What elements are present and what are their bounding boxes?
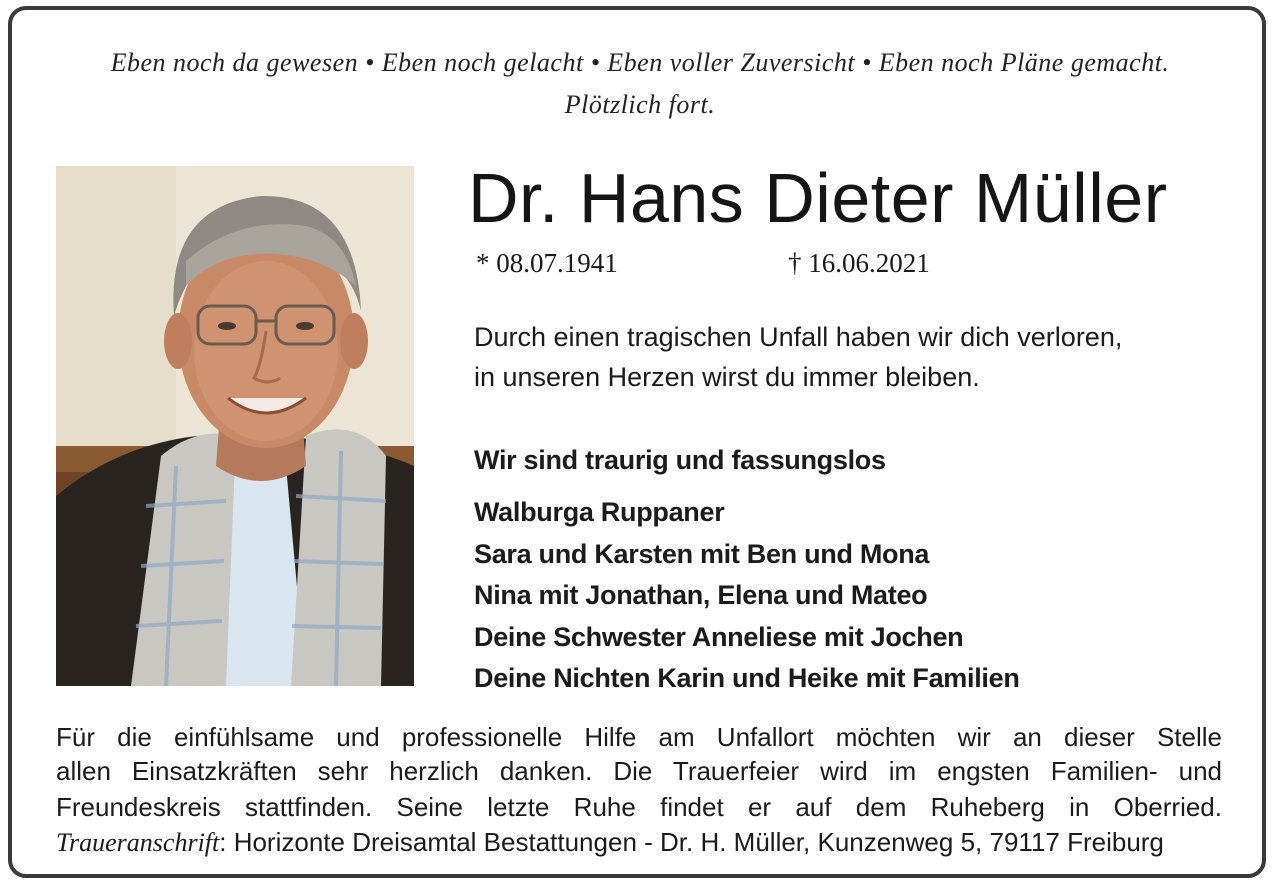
mourner-name: Nina mit Jonathan, Elena und Mateo (474, 580, 928, 610)
footer-line-1: Für die einfühlsame und professionelle Hilfe am Unfallort möchten wir an dieser Stelle (56, 722, 1222, 752)
footer-line-3: Freundeskreis stattfinden. Seine letzte Ruhe findet er auf dem Ruheberg in Oberried. (56, 792, 1222, 822)
deceased-name: Dr. Hans Dieter Müller (468, 159, 1168, 237)
footer-line-2: allen Einsatzkräften sehr herzlich danken. Die Trauerfeier wird im engsten Familien- und (56, 756, 1222, 786)
mourner-name: Deine Nichten Karin und Heike mit Familien (474, 663, 1020, 693)
portrait-illustration (56, 166, 414, 686)
footer-address (56, 827, 1222, 858)
portrait-photo (56, 166, 414, 686)
mourner-name: Walburga Ruppaner (474, 497, 725, 527)
death-date: † 16.06.2021 (788, 248, 930, 278)
address-text: : Horizonte Dreisamtal Bestattungen - Dr. H. Müller, Kunzenweg 5, 79117 Freiburg (219, 827, 1164, 857)
mourner-name: Sara und Karsten mit Ben und Mona (474, 538, 930, 569)
poem-line-1: Eben noch da gewesen • Eben noch gelacht • Eben voller Zuversicht • Eben noch Pläne gemacht. (110, 48, 1170, 77)
mourning-heading: Wir sind traurig und fassungslos (474, 445, 886, 475)
message-line-1: Durch einen tragischen Unfall haben wir dich verloren, (474, 322, 1123, 352)
message-line-2: in unseren Herzen wirst du immer bleiben. (474, 362, 980, 392)
poem-line-2: Plötzlich fort. (564, 90, 716, 119)
birth-date: * 08.07.1941 (476, 248, 618, 278)
mourner-name: Deine Schwester Anneliese mit Jochen (474, 621, 964, 652)
mourners-list (474, 492, 1020, 700)
address-label: Traueranschrift (56, 828, 220, 857)
